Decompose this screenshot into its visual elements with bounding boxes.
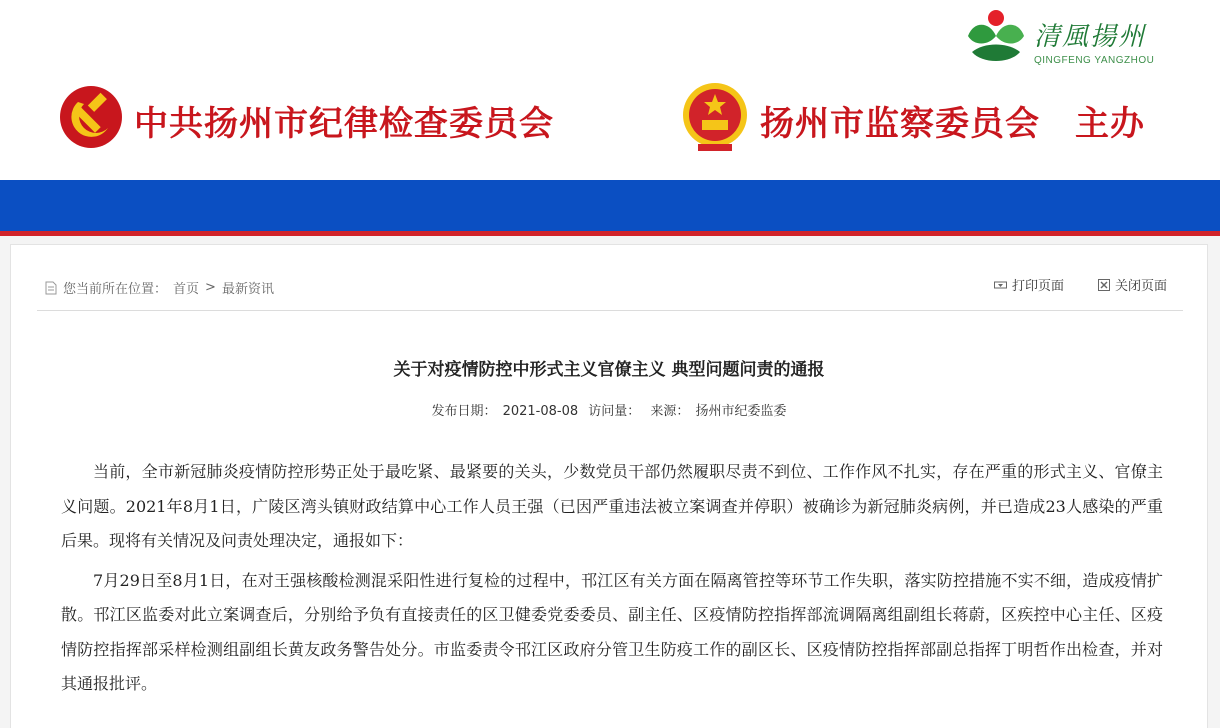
print-page-label: 打印页面 bbox=[1011, 279, 1064, 294]
close-page-label: 关闭页面 bbox=[1114, 279, 1167, 294]
publish-date: 2021-08-08 bbox=[502, 404, 579, 419]
header-divider bbox=[0, 231, 1220, 236]
close-icon bbox=[1098, 279, 1110, 291]
document-icon bbox=[45, 281, 57, 295]
org-name-discipline-commission: 中共扬州市纪律检查委员会 bbox=[134, 104, 554, 144]
site-header bbox=[0, 0, 1220, 180]
brand-logo[interactable] bbox=[960, 6, 1200, 70]
national-emblem-icon bbox=[680, 80, 750, 154]
breadcrumb-prefix: 您当前所在位置： bbox=[63, 282, 168, 297]
breadcrumb-separator: > bbox=[205, 280, 216, 295]
org-name-supervision-commission: 扬州市监察委员会 主办 bbox=[760, 104, 1145, 144]
brand-name-cn: 清風揚州 bbox=[1034, 22, 1147, 52]
article-paragraph: 7月29日至8月1日，在对王强核酸检测混采阳性进行复检的过程中，邗江区有关方面在隔离管控等环节工作失职，落实防控措施不实不细，造成疫情扩散。邗江区监委对此立案调查后，分别给予负有直接责任的区卫健委党委委员、副主任、区疫情防控指挥部流调隔离组副组长蒋蔚，区疾控中心主任、区疫情防控指挥部采样检测组副组长黄友政务警告处分。市监委责令邗江区政府分管卫生防疫工作的副区长、区疫情防控指挥部副总指挥丁明哲作出检查，并对其通报批评。 bbox=[61, 570, 1163, 693]
article-title: 关于对疫情防控中形式主义官僚主义 典型问题问责的通报 bbox=[393, 360, 825, 380]
article-body bbox=[61, 455, 1163, 707]
views-label: 访问量： bbox=[588, 404, 641, 419]
breadcrumb-home-link[interactable]: 首页 bbox=[173, 282, 200, 297]
nav-bar bbox=[0, 180, 1220, 231]
party-emblem-icon bbox=[58, 84, 124, 150]
breadcrumb bbox=[45, 278, 274, 297]
page-tools bbox=[994, 275, 1167, 294]
print-page-button[interactable] bbox=[994, 275, 1064, 294]
breadcrumb-divider bbox=[37, 310, 1183, 311]
article-paragraph: 当前，全市新冠肺炎疫情防控形势正处于最吃紧、最紧要的关头，少数党员干部仍然履职尽责不到位、工作作风不扎实，存在严重的形式主义、官僚主义问题。2021年8月1日，广陵区湾头镇财政结算中心工作人员王强（已因严重违法被立案调查并停职）被确诊为新冠肺炎病例，并已造成23人感染的严重后果。现将有关情况及问责处理决定，通报如下： bbox=[61, 462, 1163, 550]
brand-name-en: QINGFENG YANGZHOU bbox=[1034, 55, 1155, 66]
close-page-button[interactable] bbox=[1098, 275, 1167, 294]
source-label: 来源： bbox=[650, 404, 690, 419]
source-value: 扬州市纪委监委 bbox=[695, 404, 787, 419]
article-panel bbox=[10, 244, 1208, 728]
article-meta bbox=[11, 400, 1207, 419]
breadcrumb-current-link[interactable]: 最新资讯 bbox=[221, 282, 274, 297]
print-icon bbox=[994, 279, 1007, 291]
date-label: 发布日期： bbox=[431, 404, 497, 419]
qingfeng-leaf-icon bbox=[960, 6, 1032, 68]
